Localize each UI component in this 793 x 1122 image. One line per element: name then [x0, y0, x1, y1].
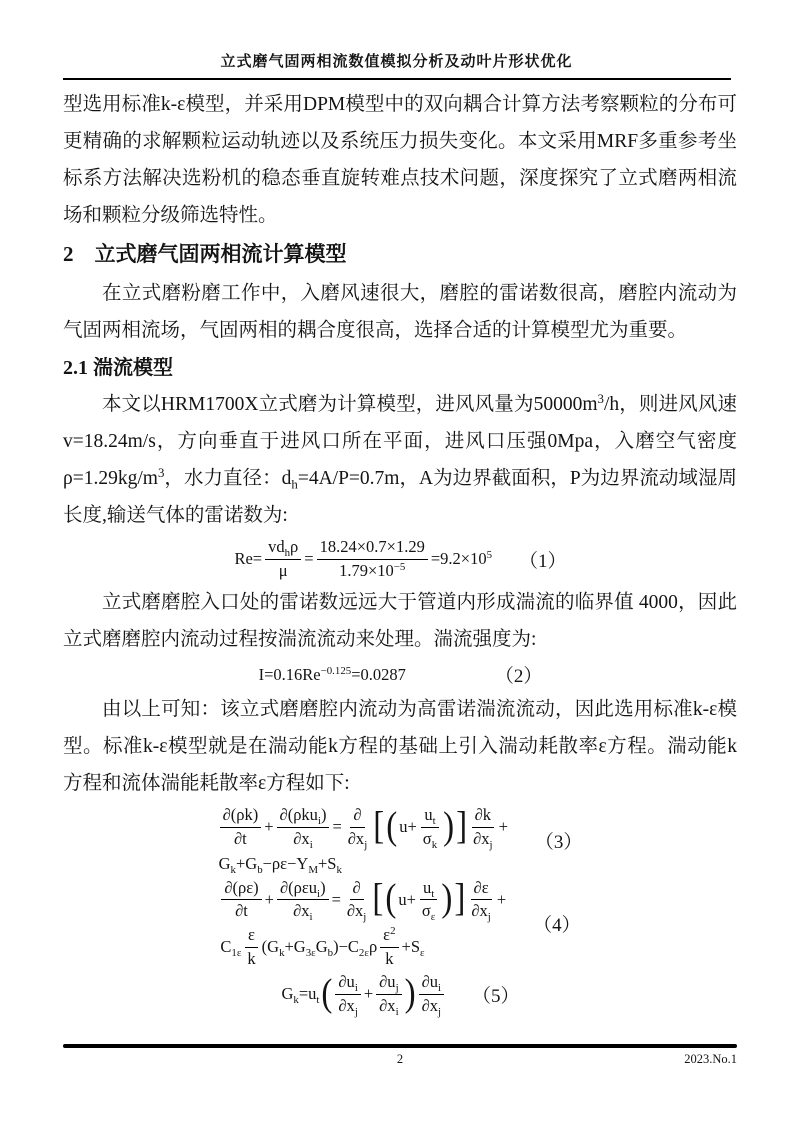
equation-5-line: $G_k=u_t$ ( $\frac{\partial u_i}{\partial x_j}$ + $\frac{\partial u_j}{\partial x_i}$ ) $\frac{\partial u_i}{\partial x_j}$	[280, 972, 446, 1016]
equation-3-line-1: $\frac{\partial(\rho k)}{\partial t}$ + $\frac{\partial(\rho ku_i)}{\partial x_i}$ = $\frac{\partial}{\partial x_j}$ [ ( u+ $\frac{u_t}{\sigma_k}$ ) ] $\frac{\partial k}{\partial x_j}$ +	[218, 805, 509, 849]
equation-3	[63, 805, 737, 875]
paragraph-k-epsilon: 由以上可知：该立式磨磨腔内流动为高雷诺湍流流动，因此选用标准k-ε模型。标准k-ε模型就是在湍动能k方程的基础上引入湍动耗散率ε方程。湍动能k方程和流体湍能耗散率ε方程如下:	[63, 699, 737, 795]
equation-4-body	[219, 878, 507, 970]
equation-2-number: （2）	[494, 666, 543, 688]
equation-5-number: （5）	[472, 985, 520, 1007]
equation-3-body	[218, 805, 509, 875]
equation-2-line: $I=0.16Re^{-0.125}=0.0287$	[258, 664, 406, 684]
equation-4	[63, 878, 737, 970]
equation-3-line-2: $G_k+G_b-\rho\varepsilon-Y_M+S_k$	[218, 853, 342, 876]
equation-4-number: （4）	[533, 915, 581, 937]
equation-1-number: （1）	[519, 550, 567, 572]
paragraph-reynolds-discussion: 立式磨磨腔入口处的雷诺数远远大于管道内形成湍流的临界值 4000，因此立式磨磨腔内流动过程按湍流流动来处理。湍流强度为:	[63, 592, 737, 651]
page-footer	[63, 1052, 737, 1070]
equation-2-body	[258, 664, 407, 686]
equation-1	[63, 537, 737, 581]
equation-5	[63, 972, 737, 1016]
running-title: 立式磨气固两相流数值模拟分析及动叶片形状优化	[220, 54, 573, 70]
page-header	[0, 0, 793, 80]
equation-3-number: （3）	[534, 831, 583, 853]
paragraph-model-setup: 本文以HRM1700X立式磨为计算模型，进风风量为$50000m^3/h$，则进风风速v=18.24m/s，方向垂直于进风口所在平面，进风口压强0Mpa，入磨空气密度$\rho=1.29kg/m^3$，水力直径：$d_h=4A/P=0.7m$，A为边界截面积，P为边界流动域湿周长度,输送气体的雷诺数为:	[63, 391, 737, 526]
equation-4-line-1: $\frac{\partial(\rho\varepsilon)}{\partial t}$ + $\frac{\partial(\rho\varepsilon u_i)}{\partial x_i}$ = $\frac{\partial}{\partial x_j}$ [ ( u+ $\frac{u_t}{\sigma_\varepsilon}$ ) ] $\frac{\partial\varepsilon}{\partial x_j}$ +	[219, 878, 507, 922]
issue-label: 2023.No.1	[684, 1052, 737, 1066]
page-number: 2	[396, 1052, 404, 1066]
equation-4-line-2: $C_{1\varepsilon}$ $\frac{\varepsilon}{k}$ $(G_k+G_{3\varepsilon}G_b)-C_{2\varepsilon}\rho$ $\frac{\varepsilon^2}{k}$ $+S_\varepsilon$	[220, 925, 425, 968]
section-heading-2-1: 2.1 湍流模型	[63, 357, 173, 379]
page-body	[63, 80, 737, 1017]
equation-1-body	[233, 537, 493, 581]
paragraph-intro-continuation: 型选用标准k-ε模型，并采用DPM模型中的双向耦合计算方法考察颗粒的分布可更精确的求解颗粒运动轨迹以及系统压力损失变化。本文采用MRF多重参考坐标系方法解决选粉机的稳态垂直旋转难点技术问题，深度探究了立式磨两相流场和颗粒分级筛选特性。	[63, 94, 737, 226]
equation-1-line: Re= $\frac{vd_h\rho}{\mu}$ = $\frac{18.24\times 0.7\times 1.29}{1.79\times 10^{-5}}$ $=9.2\times 10^5$	[234, 537, 493, 580]
paragraph-model-overview: 在立式磨粉磨工作中，入磨风速很大，磨腔的雷诺数很高，磨腔内流动为气固两相流场，气固两相的耦合度很高，选择合适的计算模型尤为重要。	[63, 283, 737, 341]
equation-2	[63, 661, 737, 688]
section-heading-2: 2 立式磨气固两相流计算模型	[63, 242, 347, 266]
footer-rule	[63, 1044, 737, 1048]
equation-5-body	[280, 972, 446, 1016]
